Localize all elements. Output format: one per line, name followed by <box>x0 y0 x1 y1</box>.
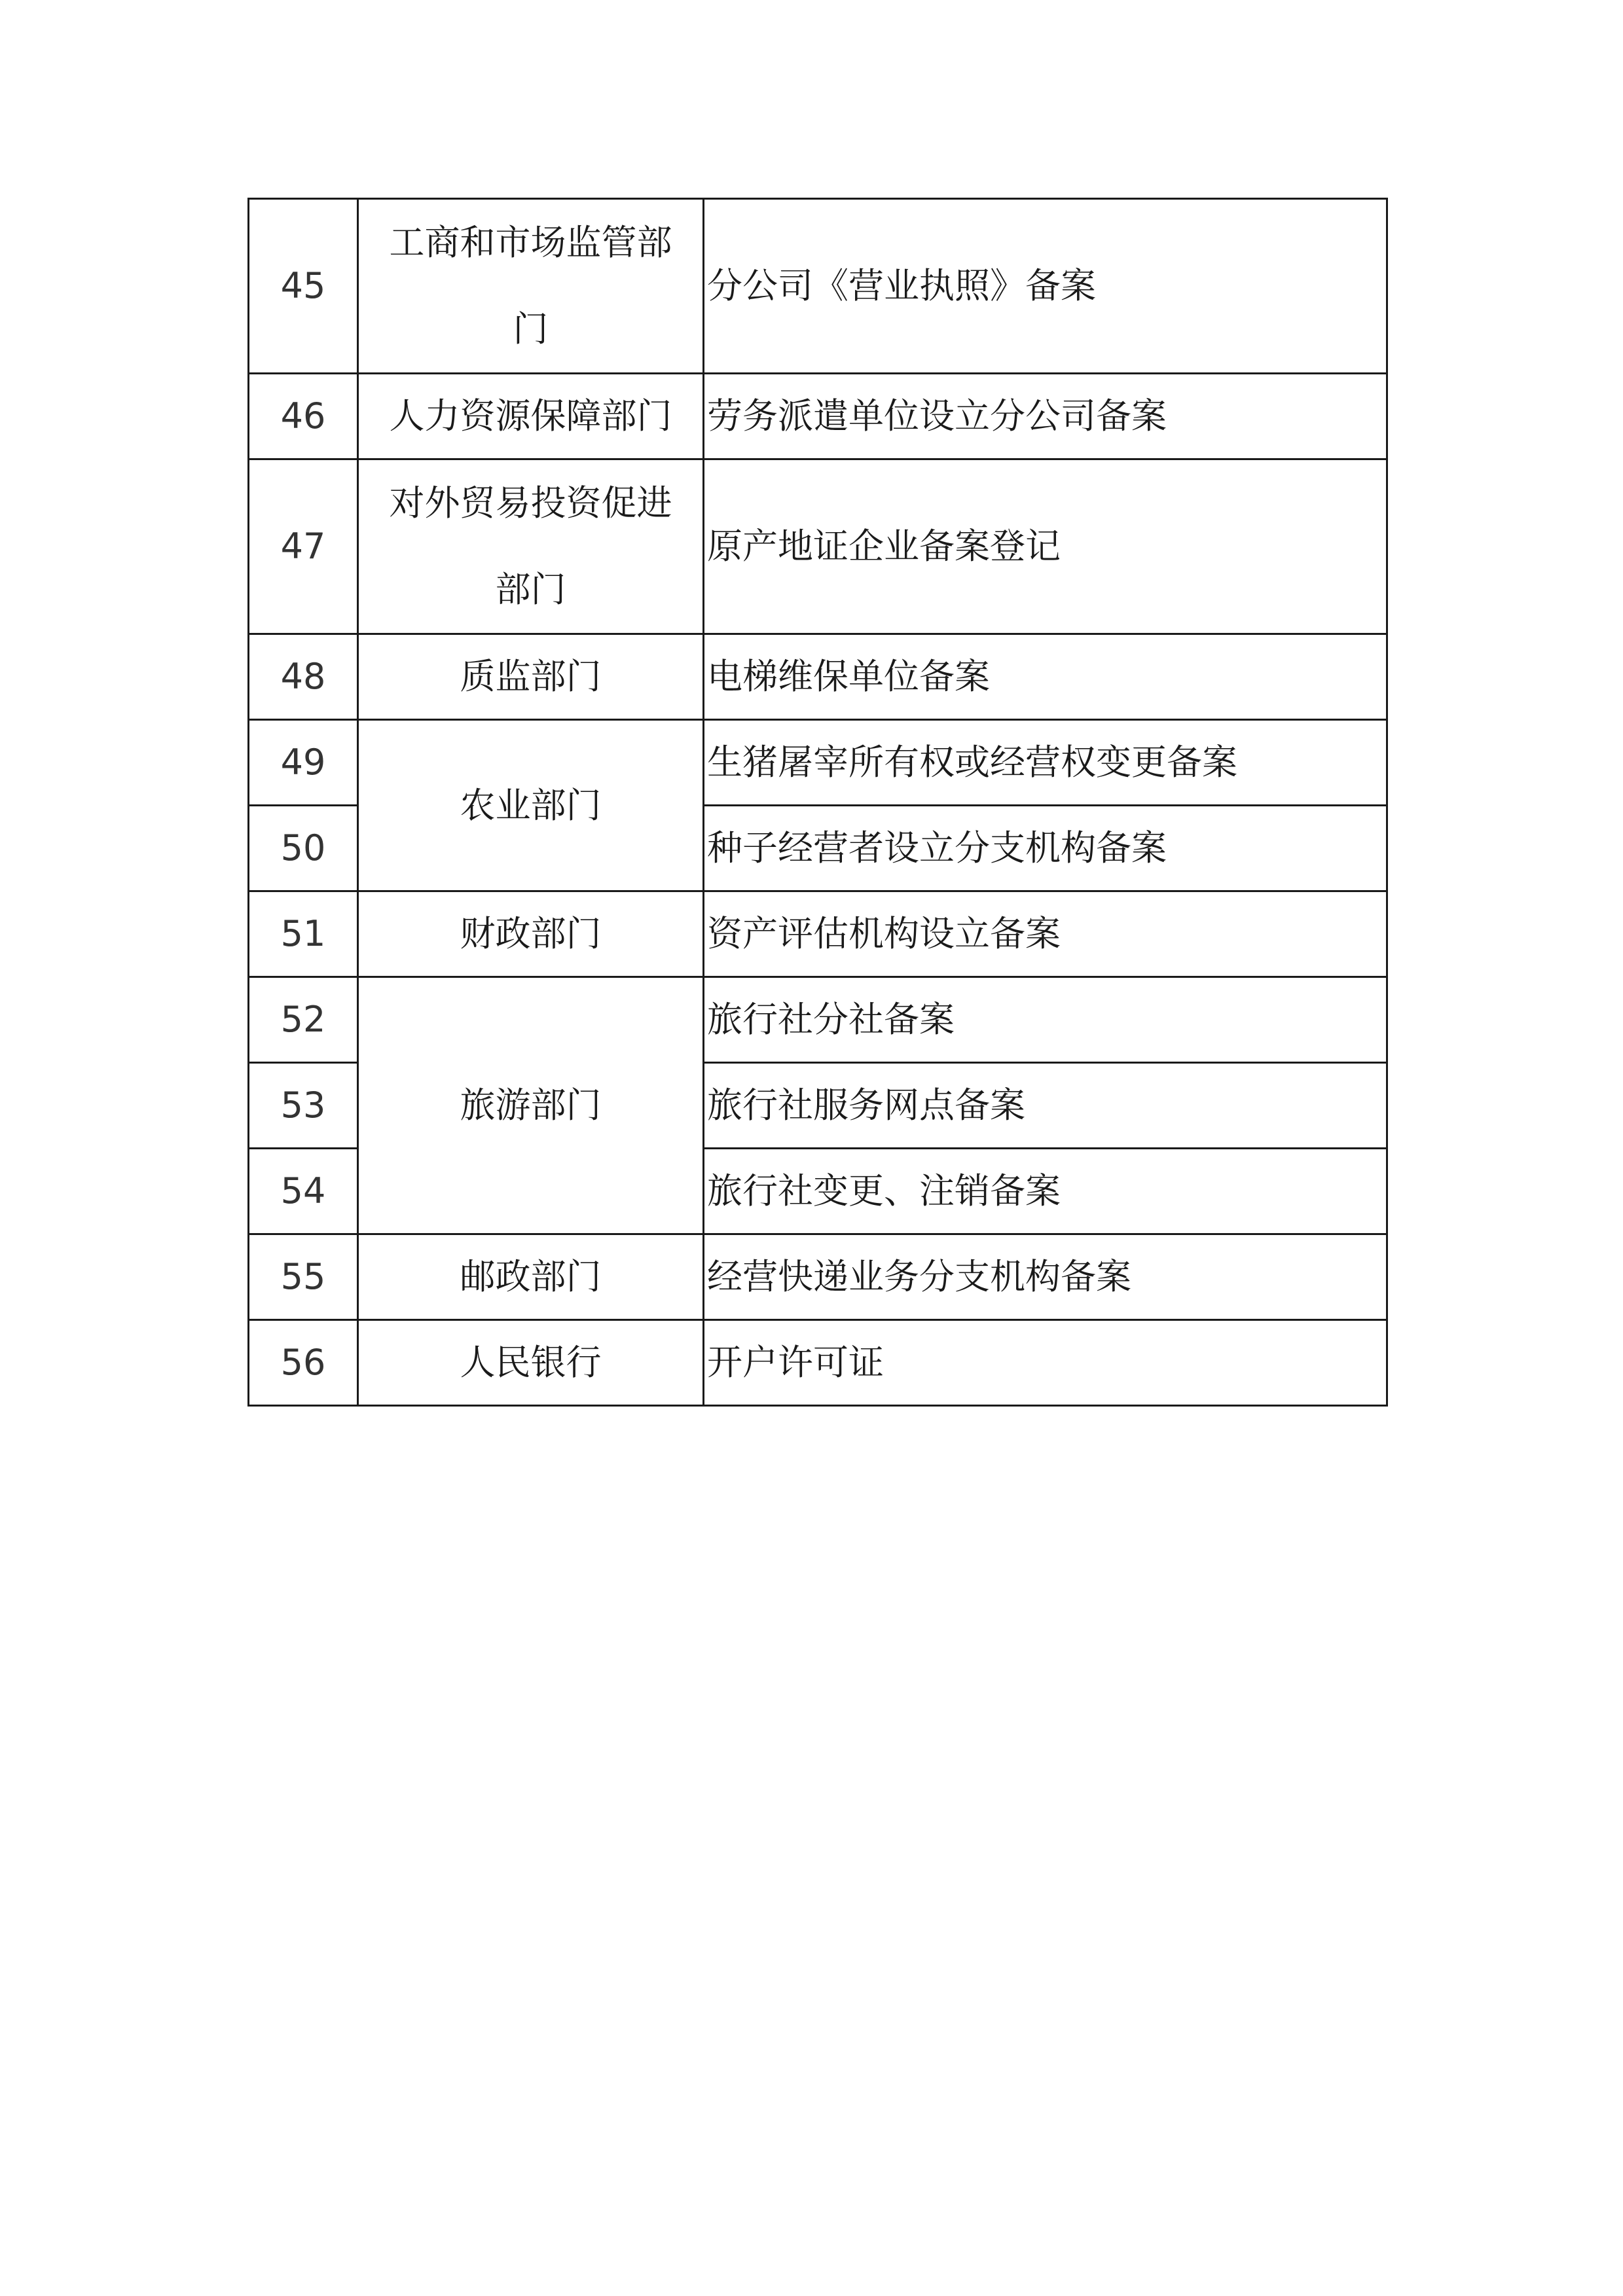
table-row <box>249 891 1387 977</box>
table-row <box>249 374 1387 459</box>
row-number: 54 <box>249 1149 358 1234</box>
department-cell: 质监部门 <box>358 634 704 720</box>
table-row <box>249 1234 1387 1320</box>
row-number: 45 <box>249 199 358 374</box>
filing-items-table <box>247 198 1388 1407</box>
department-line: 部门 <box>495 569 566 610</box>
row-number: 46 <box>249 374 358 459</box>
department-cell: 旅游部门 <box>358 977 704 1234</box>
filing-item: 资产评估机构设立备案 <box>704 891 1387 977</box>
row-number: 55 <box>249 1234 358 1320</box>
filing-item: 分公司《营业执照》备案 <box>704 199 1387 374</box>
department-cell <box>358 199 704 374</box>
row-number: 51 <box>249 891 358 977</box>
department-cell: 人民银行 <box>358 1320 704 1406</box>
row-number: 52 <box>249 977 358 1063</box>
filing-item: 旅行社变更、注销备案 <box>704 1149 1387 1234</box>
table-row <box>249 1320 1387 1406</box>
row-number: 49 <box>249 720 358 806</box>
filing-item: 生猪屠宰所有权或经营权变更备案 <box>704 720 1387 806</box>
filing-item: 旅行社服务网点备案 <box>704 1063 1387 1149</box>
table-row <box>249 459 1387 634</box>
department-cell: 人力资源保障部门 <box>358 374 704 459</box>
table-row <box>249 199 1387 374</box>
row-number: 56 <box>249 1320 358 1406</box>
row-number: 47 <box>249 459 358 634</box>
filing-item: 旅行社分社备案 <box>704 977 1387 1063</box>
filing-item: 开户许可证 <box>704 1320 1387 1406</box>
table-row <box>249 634 1387 720</box>
filing-item: 劳务派遣单位设立分公司备案 <box>704 374 1387 459</box>
table-row <box>249 720 1387 806</box>
filing-item: 电梯维保单位备案 <box>704 634 1387 720</box>
department-cell: 邮政部门 <box>358 1234 704 1320</box>
filing-item: 经营快递业务分支机构备案 <box>704 1234 1387 1320</box>
department-cell: 财政部门 <box>358 891 704 977</box>
row-number: 53 <box>249 1063 358 1149</box>
row-number: 50 <box>249 806 358 891</box>
department-line: 对外贸易投资促进 <box>389 482 672 524</box>
filing-item: 种子经营者设立分支机构备案 <box>704 806 1387 891</box>
filing-item: 原产地证企业备案登记 <box>704 459 1387 634</box>
row-number: 48 <box>249 634 358 720</box>
department-cell: 农业部门 <box>358 720 704 891</box>
table-row <box>249 977 1387 1063</box>
department-line: 门 <box>513 308 549 350</box>
department-line: 工商和市场监管部 <box>389 222 672 263</box>
department-cell <box>358 459 704 634</box>
